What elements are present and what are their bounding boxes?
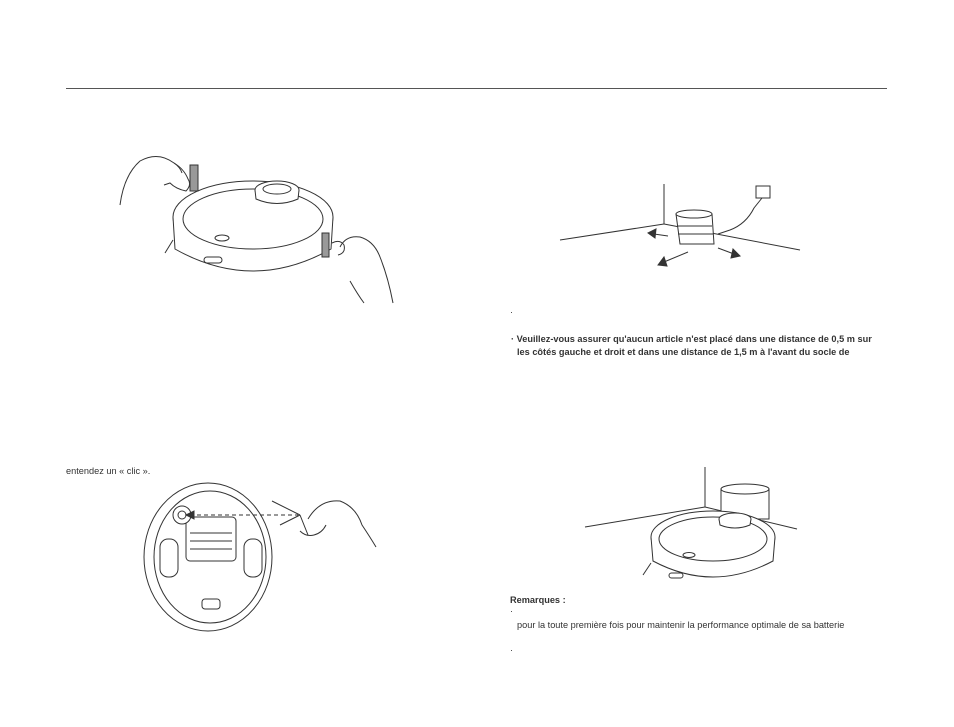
remarks-title: Remarques : xyxy=(510,595,566,605)
remark-2-bullet: · xyxy=(510,645,513,655)
header-rule xyxy=(66,88,887,89)
remark-1-bullet: · xyxy=(510,606,513,616)
robot-strip-removal-illustration xyxy=(110,145,395,310)
robot-docked-illustration xyxy=(585,465,800,590)
dock-placement-illustration xyxy=(560,180,810,275)
clearance-line-2: les côtés gauche et droit et dans une distance de 1,5 m à l'avant du socle de xyxy=(517,347,850,357)
side-brush-install-illustration xyxy=(140,475,380,635)
remark-1-line-2: pour la toute première fois pour maintenir la performance optimale de sa batterie xyxy=(517,620,845,630)
clearance-line-1: · Veuillez-vous assurer qu'aucun article n'est placé dans une distance de 0,5 m sur xyxy=(511,334,872,344)
step-click-text: entendez un « clic ». xyxy=(66,466,151,476)
bullet-1: · xyxy=(510,307,513,317)
